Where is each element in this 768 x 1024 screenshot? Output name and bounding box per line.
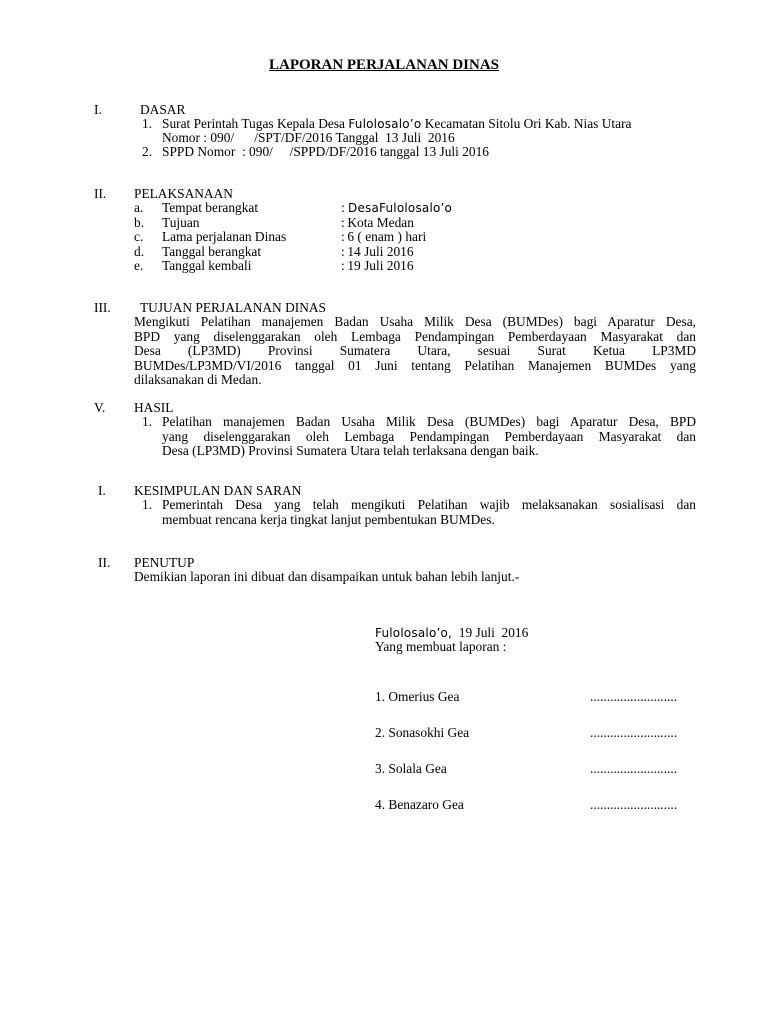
dasar-item-1-line-1: Surat Perintah Tugas Kepala Desa Fulolosalo’o Kecamatan Sitolu Ori Kab. Nias Utara (162, 116, 632, 131)
pelaksanaan-row-value: DesaFulolosalo’o (344, 201, 453, 215)
section-dasar-number: I. (94, 102, 102, 117)
paragraph-line: Pelatihan manajemen Badan Usaha Milik Desa (BUMDes) bagi Aparatur Desa, BPD (162, 414, 696, 429)
tujuan-paragraph (134, 315, 696, 388)
section-tujuan-number: III. (94, 300, 111, 315)
signature-place-date: Fulolosalo’o, 19 Juli 2016 (375, 625, 529, 640)
dasar-item-1-number: 1. (142, 116, 153, 131)
paragraph-line: yang diselenggarakan oleh Lembaga Pendampingan Pemberdayaan Masyarakat dan (162, 428, 696, 444)
pelaksanaan-row-value: 6 ( enam ) hari (344, 229, 427, 244)
paragraph-line: dilaksanakan di Medan. (134, 372, 262, 387)
signature-maker-label: Yang membuat laporan : (375, 639, 507, 654)
hasil-item-number: 1. (142, 414, 153, 429)
section-kesimpulan-heading: KESIMPULAN DAN SARAN (134, 483, 302, 498)
hasil-paragraph (162, 415, 696, 459)
paragraph-line: Desa (LP3MD) Provinsi Sumatera Utara telah terlaksana dengan baik. (162, 443, 539, 458)
dasar-item-2-text: SPPD Nomor : 090/ /SPPD/DF/2016 tanggal 13 Juli 2016 (162, 144, 489, 159)
pelaksanaan-row-separator: : (341, 214, 345, 230)
pelaksanaan-row-value: 19 Juli 2016 (344, 258, 414, 273)
pelaksanaan-row-letter: c. (134, 229, 144, 244)
pelaksanaan-row-letter: d. (134, 243, 145, 259)
signature-dotted-line: .......................... (590, 797, 678, 812)
section-tujuan-heading: TUJUAN PERJALANAN DINAS (140, 300, 326, 315)
pelaksanaan-row-separator: : (341, 229, 345, 244)
kesimpulan-item-number: 1. (142, 497, 153, 512)
section-hasil-number: V. (94, 400, 106, 415)
section-penutup-heading: PENUTUP (134, 555, 195, 570)
pelaksanaan-row-label: Tempat berangkat (162, 200, 259, 215)
pelaksanaan-row-letter: b. (134, 214, 145, 230)
pelaksanaan-row-value: Kota Medan (344, 214, 414, 230)
kesimpulan-paragraph (162, 498, 696, 527)
section-dasar-heading: DASAR (140, 102, 186, 117)
signature-dotted-line: .......................... (590, 725, 678, 740)
paragraph-line: BPD yang diselenggarakan oleh Lembaga Pendampingan Pemberdayaan Masyarakat dan (134, 328, 696, 344)
pelaksanaan-row-letter: a. (134, 200, 144, 215)
section-penutup-number: II. (98, 555, 111, 570)
pelaksanaan-row-label: Tanggal kembali (162, 258, 252, 273)
pelaksanaan-row-label: Lama perjalanan Dinas (162, 229, 287, 244)
pelaksanaan-row-separator: : (341, 243, 345, 259)
document-title: LAPORAN PERJALANAN DINAS (268, 57, 499, 73)
section-kesimpulan-number: I. (98, 483, 106, 498)
section-hasil-heading: HASIL (134, 400, 174, 415)
signer-name: 4. Benazaro Gea (375, 797, 464, 812)
paragraph-line: Mengikuti Pelatihan manajemen Badan Usaha Milik Desa (BUMDes) bagi Aparatur Desa, (134, 314, 696, 329)
signer-name: 2. Sonasokhi Gea (375, 725, 470, 740)
signer-name: 1. Omerius Gea (375, 689, 460, 704)
signer-name: 3. Solala Gea (375, 761, 447, 776)
dasar-item-2-number: 2. (142, 144, 153, 159)
pelaksanaan-row-value: 14 Juli 2016 (344, 243, 414, 259)
section-pelaksanaan-heading: PELAKSANAAN (134, 186, 233, 201)
pelaksanaan-row-letter: e. (134, 258, 144, 273)
signature-dotted-line: .......................... (590, 761, 678, 776)
penutup-text: Demikian laporan ini dibuat dan disampaikan untuk bahan lebih lanjut.- (134, 569, 520, 584)
pelaksanaan-row-separator: : (341, 258, 345, 273)
pelaksanaan-row-label: Tanggal berangkat (162, 243, 262, 259)
paragraph-line: Pemerintah Desa yang telah mengikuti Pelatihan wajib melaksanakan sosialisasi dan (162, 497, 696, 512)
paragraph-line: membuat rencana kerja tingkat lanjut pembentukan BUMDes. (162, 511, 495, 527)
pelaksanaan-row-label: Tujuan (162, 214, 200, 230)
paragraph-line: BUMDes/LP3MD/VI/2016 tanggal 01 Juni tentang Pelatihan Manajemen BUMDes yang (134, 357, 696, 373)
pelaksanaan-row-separator: : (341, 201, 346, 215)
dasar-item-1-line-2: Nomor : 090/ /SPT/DF/2016 Tanggal 13 Juli 2016 (162, 130, 455, 145)
signature-dotted-line: .......................... (590, 689, 678, 704)
section-pelaksanaan-number: II. (94, 186, 107, 201)
paragraph-line: Desa (LP3MD) Provinsi Sumatera Utara, sesuai Surat Ketua LP3MD (134, 343, 696, 358)
